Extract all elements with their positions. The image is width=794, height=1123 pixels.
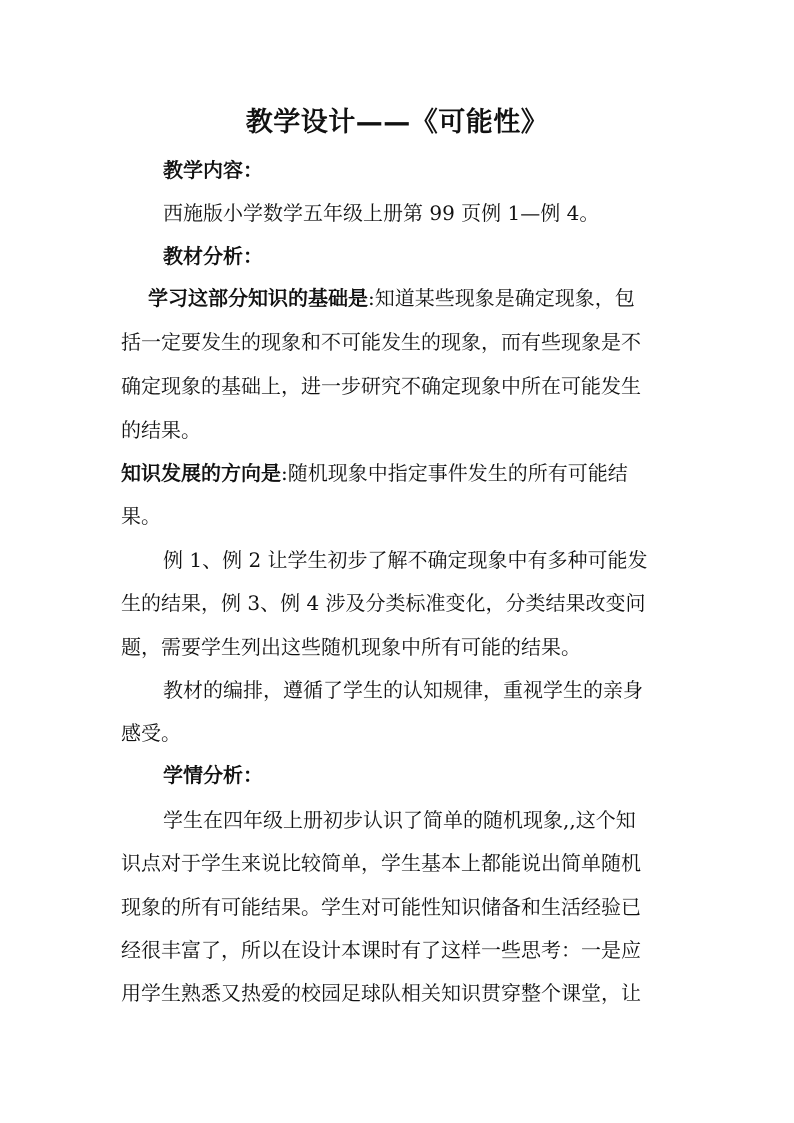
- foundation-label: 学习这部分知识的基础是: [148, 286, 368, 310]
- foundation-line-3: 确定现象的基础上，进一步研究不确定现象中所在可能发生: [121, 374, 641, 398]
- teaching-content-heading: 教学内容：: [163, 158, 263, 182]
- students-line-3: 现象的所有可能结果。学生对可能性知识储备和生活经验已: [121, 895, 641, 919]
- foundation-text-1: :知道某些现象是确定现象，包: [368, 286, 635, 310]
- foundation-line-1: [148, 278, 635, 318]
- foundation-line-4: 的结果。: [121, 418, 201, 442]
- student-analysis-heading: 学情分析：: [163, 763, 263, 787]
- students-line-5: 用学生熟悉又热爱的校园足球队相关知识贯穿整个课堂，让: [121, 981, 641, 1005]
- foundation-line-2: 括一定要发生的现象和不可能发生的现象，而有些现象是不: [121, 330, 641, 354]
- direction-text-1: :随机现象中指定事件发生的所有可能结: [281, 461, 628, 485]
- direction-line-2: 果。: [121, 504, 161, 528]
- students-line-1: 学生在四年级上册初步认识了简单的随机现象,,这个知: [163, 808, 636, 832]
- examples-line-2: 生的结果，例 3、例 4 涉及分类标准变化，分类结果改变问: [121, 591, 646, 615]
- arrangement-line-1: 教材的编排，遵循了学生的认知规律，重视学生的亲身: [163, 678, 643, 702]
- arrangement-line-2: 感受。: [121, 721, 181, 745]
- students-line-4: 经很丰富了，所以在设计本课时有了这样一些思考：一是应: [121, 938, 641, 962]
- direction-label: 知识发展的方向是: [121, 461, 281, 485]
- direction-line-1: [121, 453, 628, 493]
- teaching-content-text: 西施版小学数学五年级上册第 99 页例 1—例 4。: [163, 201, 600, 225]
- students-line-2: 识点对于学生来说比较简单，学生基本上都能说出简单随机: [121, 851, 641, 875]
- examples-line-1: 例 1、例 2 让学生初步了解不确定现象中有多种可能发: [163, 548, 648, 572]
- textbook-analysis-heading: 教材分析：: [163, 244, 263, 268]
- examples-line-3: 题，需要学生列出这些随机现象中所有可能的结果。: [121, 635, 581, 659]
- document-title: 教学设计——《可能性》: [245, 107, 549, 138]
